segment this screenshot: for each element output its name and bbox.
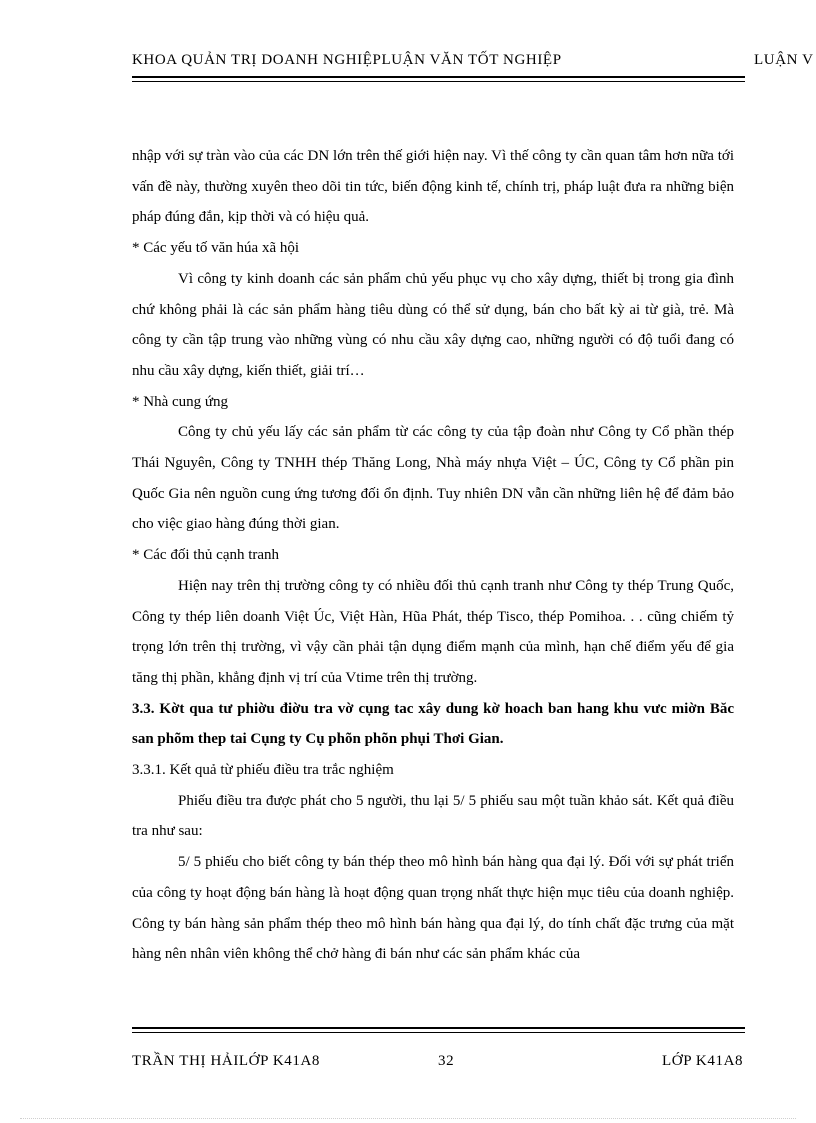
paragraph-competitors: Hiện nay trên thị trường công ty có nhiều đối thủ cạnh tranh như Công ty thép Trung Quốc, Công ty thép liên doanh Việt Úc, Việt Hàn, Hũa Phát, thép Tisco, thép Pomihoa. . . cũng chiếm tỷ trọng lớn trên thị trường, vì vậy cần phải tận dụng điểm mạnh của mình, hạn chế điểm yếu để gia tăng thị phần, khẳng định vị trí của Vtime trên thị trường. [132,577,734,686]
document-body [132,141,734,970]
header-rule-top [132,76,745,78]
page-header-title: KHOA QUẢN TRỊ DOANH NGHIỆPLUẬN VĂN TỐT NGHIỆP [132,52,562,68]
footer-rule-top [132,1027,745,1029]
section-suppliers: * Nhà cung ứng [132,393,229,410]
header-rule-bottom [132,81,745,82]
paragraph-cultural: Vì công ty kinh doanh các sản phẩm chủ yếu phục vụ cho xây dựng, thiết bị trong gia đình chứ không phải là các sản phẩm hàng tiêu dùng có thể sử dụng, bán cho bất kỳ ai từ già, trẻ. Mà công ty cần tập trung vào những vùng có nhu cầu xây dựng cao, những người có độ tuổi đang có nhu cầu xây dựng, kiến thiết, giải trí… [132,270,734,379]
heading-3-3: 3.3. Kờt qua tư phiờu điờu tra vờ cụng tac xây dung kờ hoach ban hang khu vưc miờn Băc san phõm thep tai Cụng ty Cụ phõn phõn phụi Thơi Gian. [132,700,734,748]
section-competitors: * Các đối thủ cạnh tranh [132,547,280,564]
paragraph-survey: Phiếu điều tra được phát cho 5 người, thu lại 5/ 5 phiếu sau một tuần khảo sát. Kết quả điều tra như sau: [132,792,734,840]
section-cultural-factors: * Các yếu tố văn húa xã hội [132,240,300,257]
footer-author: TRẦN THỊ HẢILỚP K41A8 [132,1053,321,1069]
paragraph-suppliers: Công ty chủ yếu lấy các sản phẩm từ các công ty của tập đoàn như Công ty Cổ phần thép Thái Nguyên, Công ty TNHH thép Thăng Long, Nhà máy nhựa Việt – ÚC, Công ty Cổ phần pin Quốc Gia nên nguồn cung ứng tương đối ổn định. Tuy nhiên DN vẫn cần những liên hệ để đảm bảo cho việc giao hàng đúng thời gian. [132,424,734,533]
page-header-right-text: LUẬN V [754,52,814,68]
footer-class: LỚP K41A8 [662,1053,744,1069]
paragraph-continuation: nhập với sự tràn vào của các DN lớn trên thế giới hiện nay. Vì thế công ty cần quan tâm hơn nữa tới vấn đề này, thường xuyên theo dõi tin tức, biến động kinh tế, chính trị, pháp luật đưa ra những biện pháp đúng đắn, kịp thời và có hiệu quả. [132,148,734,226]
page-edge-divider [20,1118,796,1119]
heading-3-3-1: 3.3.1. Kết quả từ phiếu điều tra trắc nghiệm [132,762,394,779]
footer-rule-bottom [132,1032,745,1033]
page-number: 32 [438,1053,455,1069]
paragraph-survey-results: 5/ 5 phiếu cho biết công ty bán thép theo mô hình bán hàng qua đại lý. Đối với sự phát triển của công ty hoạt động bán hàng là hoạt động quan trọng nhất thực hiện mục tiêu của doanh nghiệp. Công ty bán hàng sản phẩm thép theo mô hình bán hàng qua đại lý, do tính chất đặc trưng của mặt hàng nên nhân viên không thể chở hàng đi bán như các sản phẩm khác của [132,854,734,963]
